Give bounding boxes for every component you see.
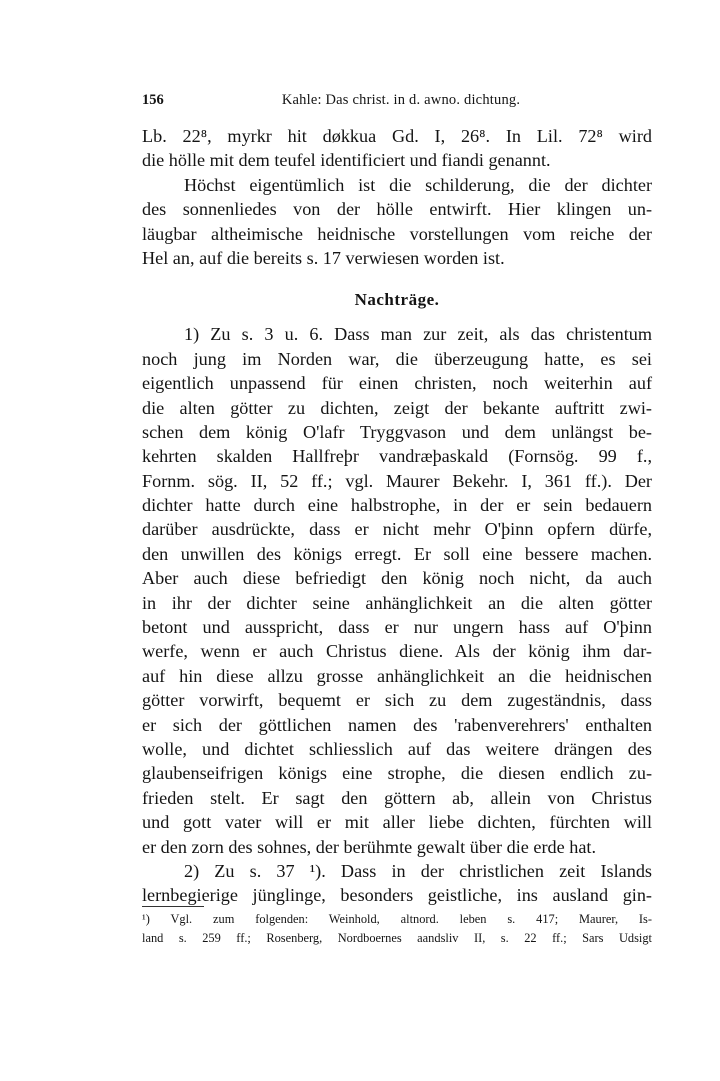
footnote	[142, 910, 652, 948]
text-line: dichter hatte durch eine halbstrophe, in der er sein bedauern	[142, 495, 652, 516]
text-line: des sonnenliedes von der hölle entwirft. Hier klingen un-	[142, 199, 652, 220]
text-line: auf hin diese allzu grosse anhänglichkeit an die heidnischen	[142, 665, 652, 686]
text-line: in ihr der dichter seine anhänglichkeit an die alten götter	[142, 592, 652, 613]
text-line: lernbegierige jünglinge, besonders geistliche, ins ausland gin-	[142, 885, 652, 906]
text-line: eigentlich unpassend für einen christen, noch weiterhin auf	[142, 373, 652, 394]
footnote-line: land s. 259 ff.; Rosenberg, Nordboernes aandsliv II, s. 22 ff.; Sars Udsigt	[142, 931, 652, 945]
footnote-line: ¹) Vgl. zum folgenden: Weinhold, altnord. leben s. 417; Maurer, Is-	[142, 912, 652, 926]
text-line: und gott vater will er mit aller liebe dichten, fürchten will	[142, 812, 652, 833]
text-line: die hölle mit dem teufel identificiert und fiandi genannt.	[142, 150, 551, 171]
paragraph	[142, 859, 652, 908]
page-header	[142, 92, 660, 112]
page-body	[142, 124, 652, 908]
text-line: frieden stelt. Er sagt den göttern ab, allein von Christus	[142, 787, 652, 808]
text-line: wolle, und dichtet schliesslich auf das weitere drängen des	[142, 738, 652, 759]
text-line: götter vorwirft, bequemt er sich zu dem zugeständnis, dass	[142, 690, 652, 711]
text-line: Hel an, auf die bereits s. 17 verwiesen worden ist.	[142, 247, 505, 268]
text-line: werfe, wenn er auch Christus diene. Als der könig ihm dar-	[142, 641, 652, 662]
text-line: darüber ausdrückte, dass er nicht mehr O'þinn opfern dürfe,	[142, 519, 652, 540]
text-line: glaubenseifrigen königs eine strophe, die diesen endlich zu-	[142, 763, 652, 784]
text-line: Aber auch diese befriedigt den könig noch nicht, da auch	[142, 568, 652, 589]
text-line: Fornm. sög. II, 52 ff.; vgl. Maurer Bekehr. I, 361 ff.). Der	[142, 470, 652, 491]
text-line: Lb. 22⁸, myrkr hit døkkua Gd. I, 26⁸. In Lil. 72⁸ wird	[142, 126, 652, 146]
text-line: die alten götter zu dichten, zeigt der bekante auftritt zwi-	[142, 397, 652, 418]
text-line: er den zorn des sohnes, der berühmte gewalt über die erde hat.	[142, 836, 597, 857]
text-line: noch jung im Norden war, die überzeugung hatte, es sei	[142, 348, 652, 369]
text-line: 2) Zu s. 37 ¹). Dass in der christlichen zeit Islands	[184, 860, 652, 881]
text-line: läugbar altheimische heidnische vorstellungen vom reiche der	[142, 223, 652, 244]
text-line: schen dem könig O'lafr Tryggvason und dem unlängst be-	[142, 421, 652, 442]
paragraph	[142, 124, 652, 173]
footnote-rule	[142, 906, 204, 907]
paragraph	[142, 173, 652, 271]
page-number: 156	[142, 92, 164, 108]
text-line: den unwillen des königs erregt. Er soll eine bessere machen.	[142, 543, 652, 564]
section-heading: Nachträge.	[354, 290, 440, 310]
text-line: 1) Zu s. 3 u. 6. Dass man zur zeit, als das christentum	[184, 324, 652, 345]
text-line: Höchst eigentümlich ist die schilderung, die der dichter	[184, 174, 652, 195]
paragraph	[142, 322, 652, 859]
text-line: er sich der göttlichen namen des 'rabenverehrers' enthalten	[142, 714, 652, 735]
text-line: kehrten skalden Hallfreþr vandræþaskald (Fornsög. 99 f.,	[142, 446, 652, 467]
running-head: Kahle: Das christ. in d. awno. dichtung.	[281, 92, 521, 108]
text-line: betont und ausspricht, dass er nur ungern hass auf O'þinn	[142, 617, 652, 638]
